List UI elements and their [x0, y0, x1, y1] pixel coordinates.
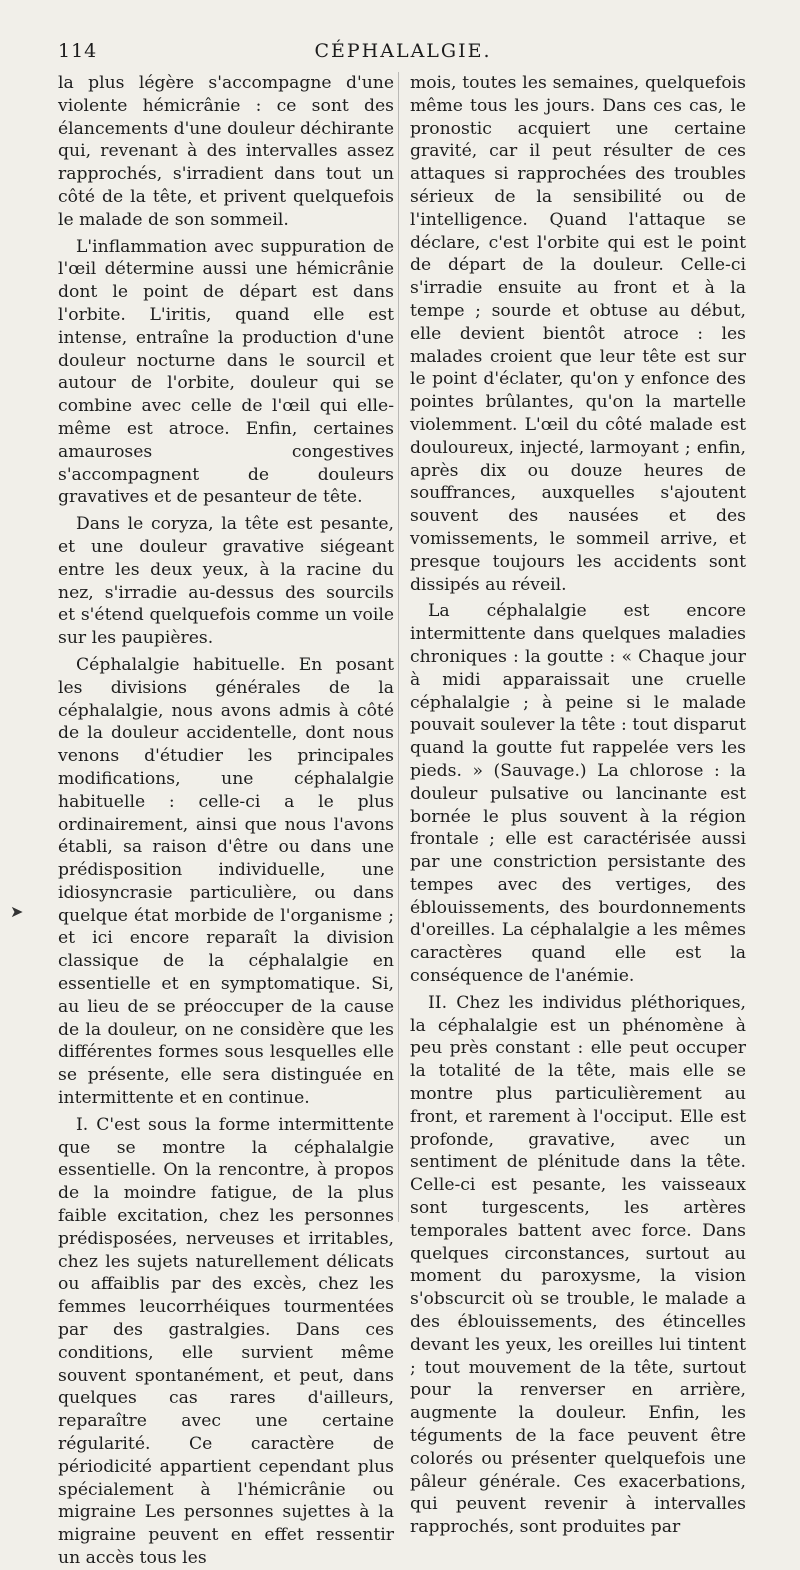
paragraph: la plus légère s'accompagne d'une violente hémicrânie : ce sont des élancements d'une douleur déchirante qui, revenant à des intervalles assez rapprochés, s'irradient dans tout un côté de la tête, et privent quelquefois le malade de son sommeil. [58, 73, 394, 230]
paragraph: mois, toutes les semaines, quelquefois même tous les jours. Dans ces cas, le pronostic acquiert une certaine gravité, car il peut résulter de ces attaques si rapprochées des troubles sérieux de la sensibilité ou de l'intelligence. Quand l'attaque se déclare, c'est l'orbite qui est le point de départ de la douleur. Celle-ci s'irradie ensuite au front et à la tempe ; sourde et obtuse au début, elle devient bientôt atroce : les malades croient que leur tête est sur le point d'éclater, qu'on y enfonce des pointes brûlantes, qu'on la martelle violemment. L'œil du côté malade est douloureux, injecté, larmoyant ; enfin, après dix ou douze heures de souffrances, auxquelles s'ajoutent souvent des nausées et des vomissements, le sommeil arrive, et presque toujours les accidents sont dissipés au réveil. [410, 73, 746, 595]
left-column [58, 72, 394, 1568]
paragraph: II. Chez les individus pléthoriques, la céphalalgie est un phénomène à peu près constant : elle peut occuper la totalité de la tête, mais elle se montre plus particulièrement au front, et rarement à l'occiput. Elle est profonde, gravative, avec un sentiment de plénitude dans la tête. Celle-ci est pesante, les vaisseaux sont turgescents, les artères temporales battent avec force. Dans quelques circonstances, surtout au moment du paroxysme, la vision s'obscurcit où se trouble, le malade a des éblouissements, des étincelles devant les yeux, les oreilles lui tintent ; tout mouvement de la tête, surtout pour la renverser en arrière, augmente la douleur. Enfin, les téguments de la face peuvent être colorés ou présenter quelquefois une pâleur générale. Ces exacerbations, qui peuvent revenir à intervalles rapprochés, sont produites par [410, 992, 746, 1538]
right-column [410, 72, 746, 1538]
page-number: 114 [58, 40, 98, 62]
paragraph: I. C'est sous la forme intermittente que se montre la céphalalgie essentielle. On la rencontre, à propos de la moindre fatigue, de la plus faible excitation, chez les personnes prédisposées, nerveuses et irritables, chez les sujets naturellement délicats ou affaiblis par des excès, chez les femmes leucorrhéiques tourmentées par des gastralgies. Dans ces conditions, elle survient même souvent spontanément, et peut, dans quelques cas rares d'ailleurs, reparaître avec une certaine régularité. Ce caractère de périodicité appartient cependant plus spécialement à l'hémicrânie ou migraine Les personnes sujettes à la migraine peuvent en effet ressentir un accès tous les [58, 1114, 394, 1568]
page-header [58, 40, 748, 66]
column-divider [398, 72, 399, 1222]
margin-mark-icon: ➤ [10, 902, 24, 921]
running-title: CÉPHALALGIE. [314, 40, 492, 62]
paragraph: Céphalalgie habituelle. En posant les divisions générales de la céphalalgie, nous avons admis à côté de la douleur accidentelle, dont nous venons d'étudier les principales modifications, une céphalalgie habituelle : celle-ci a le plus ordinairement, ainsi que nous l'avons établi, sa raison d'être ou dans une prédisposition individuelle, une idiosyncrasie particulière, ou dans quelque état morbide de l'organisme ; et ici encore reparaît la division classique de la céphalalgie en essentielle et en symptomatique. Si, au lieu de se préoccuper de la cause de la douleur, on ne considère que les différentes formes sous lesquelles elle se présente, elle sera distinguée en intermittente et en continue. [58, 654, 394, 1109]
paragraph: Dans le coryza, la tête est pesante, et une douleur gravative siégeant entre les deux yeux, à la racine du nez, s'irradie au-dessus des sourcils et s'étend quelquefois comme un voile sur les paupières. [58, 514, 394, 649]
paragraph: La céphalalgie est encore intermittente dans quelques maladies chroniques : la goutte : « Chaque jour à midi apparaissait une cruelle céphalalgie ; à peine si le malade pouvait soulever la tête : tout disparut quand la goutte fut rappelée vers les pieds. » (Sauvage.) La chlorose : la douleur pulsative ou lancinante est bornée le plus souvent à la région frontale ; elle est caractérisée aussi par une constriction persistante des tempes avec des vertiges, des éblouissements, des bourdonnements d'oreilles. La céphalalgie a les mêmes caractères quand elle est la conséquence de l'anémie. [410, 601, 746, 987]
paragraph: L'inflammation avec suppuration de l'œil détermine aussi une hémicrânie dont le point de départ est dans l'orbite. L'iritis, quand elle est intense, entraîne la production d'une douleur nocturne dans le sourcil et autour de l'orbite, douleur qui se combine avec celle de l'œil qui elle-même est atroce. Enfin, certaines amauroses congestives s'accompagnent de douleurs gravatives et de pesanteur de tête. [58, 236, 394, 508]
